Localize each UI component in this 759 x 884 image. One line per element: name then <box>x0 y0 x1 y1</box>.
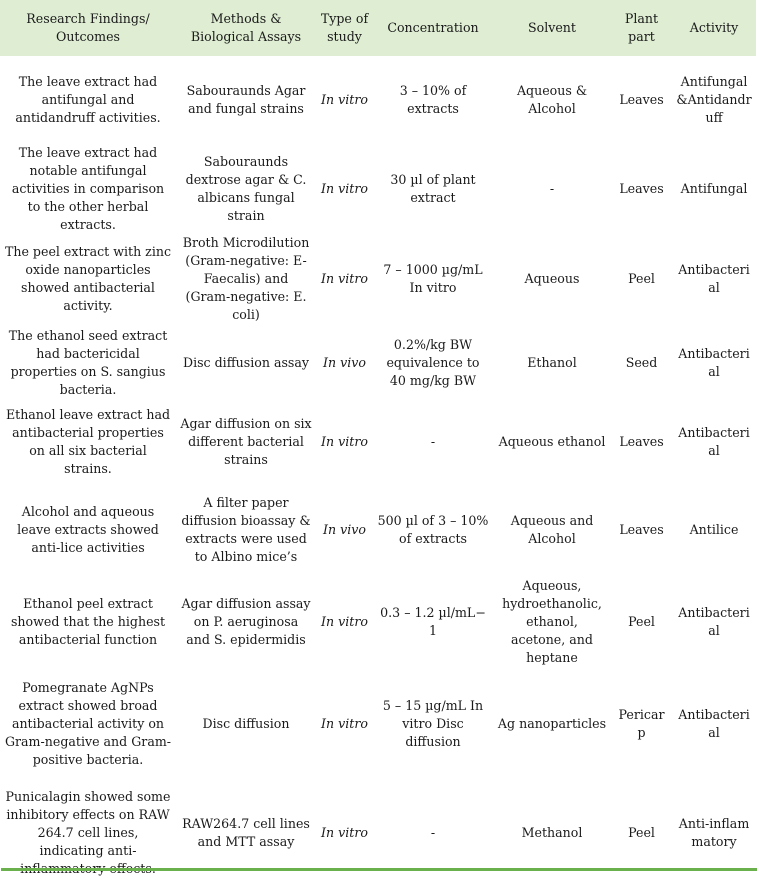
solvent-cell: Aqueous <box>524 271 580 286</box>
table-row <box>0 577 756 667</box>
method-cell: Broth Microdilution (Gram-negative: E-Faecalis) and (Gram-negative: E. coli) <box>182 235 310 322</box>
plant-part-cell: Peel <box>628 824 655 840</box>
activity-cell: Antibacterial <box>678 605 750 638</box>
concentration-cell: 0.2%/kg BW equivalence to 40 mg/kg BW <box>386 337 480 388</box>
activity-cell: Antibacterial <box>678 346 750 379</box>
table-row <box>0 56 756 144</box>
plant-part-cell: Leaves <box>619 92 664 107</box>
activity-cell: Antifungal &Antidandruff <box>676 74 752 125</box>
concentration-cell: - <box>430 824 436 840</box>
type-cell: In vitro <box>321 92 368 107</box>
method-cell: RAW264.7 cell lines and MTT assay <box>182 815 310 849</box>
header-solvent: Solvent <box>528 20 576 35</box>
header-activity: Activity <box>689 20 739 35</box>
concentration-cell: 500 µl of 3 – 10% of extracts <box>377 512 489 546</box>
activity-cell: Antibacterial <box>678 425 750 458</box>
plant-part-cell: Leaves <box>619 181 664 196</box>
concentration-cell: 30 µl of plant extract <box>390 172 476 205</box>
header-concentration: Concentration <box>387 20 479 35</box>
table-row <box>0 482 756 577</box>
solvent-cell: Aqueous ethanol <box>498 434 606 449</box>
method-cell: A filter paper diffusion bioassay & extracts were used to Albino mice’s <box>181 494 311 564</box>
header-plant-part: Plant part <box>624 11 659 44</box>
method-cell: Agar diffusion assay on P. aeruginosa and S. epidermidis <box>181 596 311 647</box>
method-cell: Disc diffusion <box>202 716 290 731</box>
table-row <box>0 324 756 402</box>
plant-part-cell: Leaves <box>619 434 664 449</box>
method-cell: Sabourаunds dextrose agar & C. albicans fungal strain <box>185 154 307 223</box>
concentration-cell: 3 – 10% of extracts <box>399 83 467 116</box>
finding-cell: Ethanol leave extract had antibacterial properties on all six bacterial strains. <box>5 407 171 476</box>
table-body <box>0 56 756 884</box>
activity-cell: Antibacterial <box>678 262 750 295</box>
type-cell: In vitro <box>321 271 368 286</box>
table-bottom-rule <box>1 868 757 871</box>
concentration-cell: 0.3 – 1.2 µl/mL− 1 <box>380 605 486 638</box>
activity-cell: Antifungal <box>680 181 748 196</box>
method-cell: Agar diffusion on six different bacterial strains <box>180 416 312 467</box>
solvent-cell: Aqueous and Alcohol <box>510 512 594 546</box>
solvent-cell: Ethanol <box>527 355 577 370</box>
finding-cell: The peel extract with zinc oxide nanoparticles showed antibacterial activity. <box>4 244 172 313</box>
finding-cell: Pomegranate AgNPs extract showed broad antibacterial activity on Gram-negative and Gram-positive bacteria. <box>4 680 172 767</box>
concentration-cell: 5 – 15 µg/mL In vitro Disc diffusion <box>382 698 484 749</box>
plant-part-cell: Seed <box>625 355 658 370</box>
finding-cell: Ethanol peel extract showed that the highest antibacterial function <box>10 596 166 647</box>
concentration-cell: - <box>430 434 436 449</box>
type-cell: In vivo <box>323 521 366 537</box>
solvent-cell: Methanol <box>521 824 583 840</box>
activity-cell: Antilice <box>689 521 739 537</box>
solvent-cell: - <box>549 181 555 196</box>
finding-cell: Alcohol and aqueous leave extracts showed anti-lice activities <box>17 503 159 555</box>
type-cell: In vitro <box>321 824 368 840</box>
table-row <box>0 402 756 482</box>
concentration-cell: 7 – 1000 µg/mL In vitro <box>383 262 483 295</box>
header-type: Type of study <box>320 11 369 44</box>
table-row <box>0 667 756 781</box>
plant-part-cell: Leaves <box>619 521 664 537</box>
activity-cell: Anti-inflammatory <box>678 815 750 849</box>
method-cell: Disc diffusion assay <box>182 355 310 370</box>
type-cell: In vitro <box>321 181 368 196</box>
activity-cell: Antibacterial <box>678 707 750 740</box>
table-row <box>0 234 756 324</box>
finding-cell: The leave extract had notable antifungal activities in comparison to the other herbal extracts. <box>11 145 165 232</box>
type-cell: In vitro <box>321 716 368 731</box>
header-methods: Methods & Biological Assays <box>190 11 302 44</box>
plant-part-cell: Peel <box>628 271 655 286</box>
type-cell: In vitro <box>321 614 368 629</box>
finding-cell: Punicalagin showed some inhibitory effects on RAW 264.7 cell lines, indicating anti- <box>5 788 171 858</box>
table-row <box>0 144 756 234</box>
finding-cell: The ethanol seed extract had bactericidal properties on S. sangius bacteria. <box>8 328 168 397</box>
table-header <box>0 0 756 56</box>
solvent-cell: Aqueous, hydroethanolic, ethanol, acetone, and heptane <box>502 578 602 665</box>
plant-part-cell: Pericarp <box>618 707 665 740</box>
solvent-cell: Ag nanoparticles <box>497 716 607 731</box>
method-cell: Sabourаunds Agar and fungal strains <box>186 83 306 116</box>
type-cell: In vitro <box>321 434 368 449</box>
finding-cell: The leave extract had antifungal and antidandruff activities. <box>15 74 161 125</box>
header-findings: Research Findings/ Outcomes <box>26 11 150 44</box>
solvent-cell: Aqueous & Alcohol <box>516 83 588 116</box>
header-row <box>0 0 756 56</box>
type-cell: In vivo <box>323 355 366 370</box>
plant-part-cell: Peel <box>628 614 655 629</box>
